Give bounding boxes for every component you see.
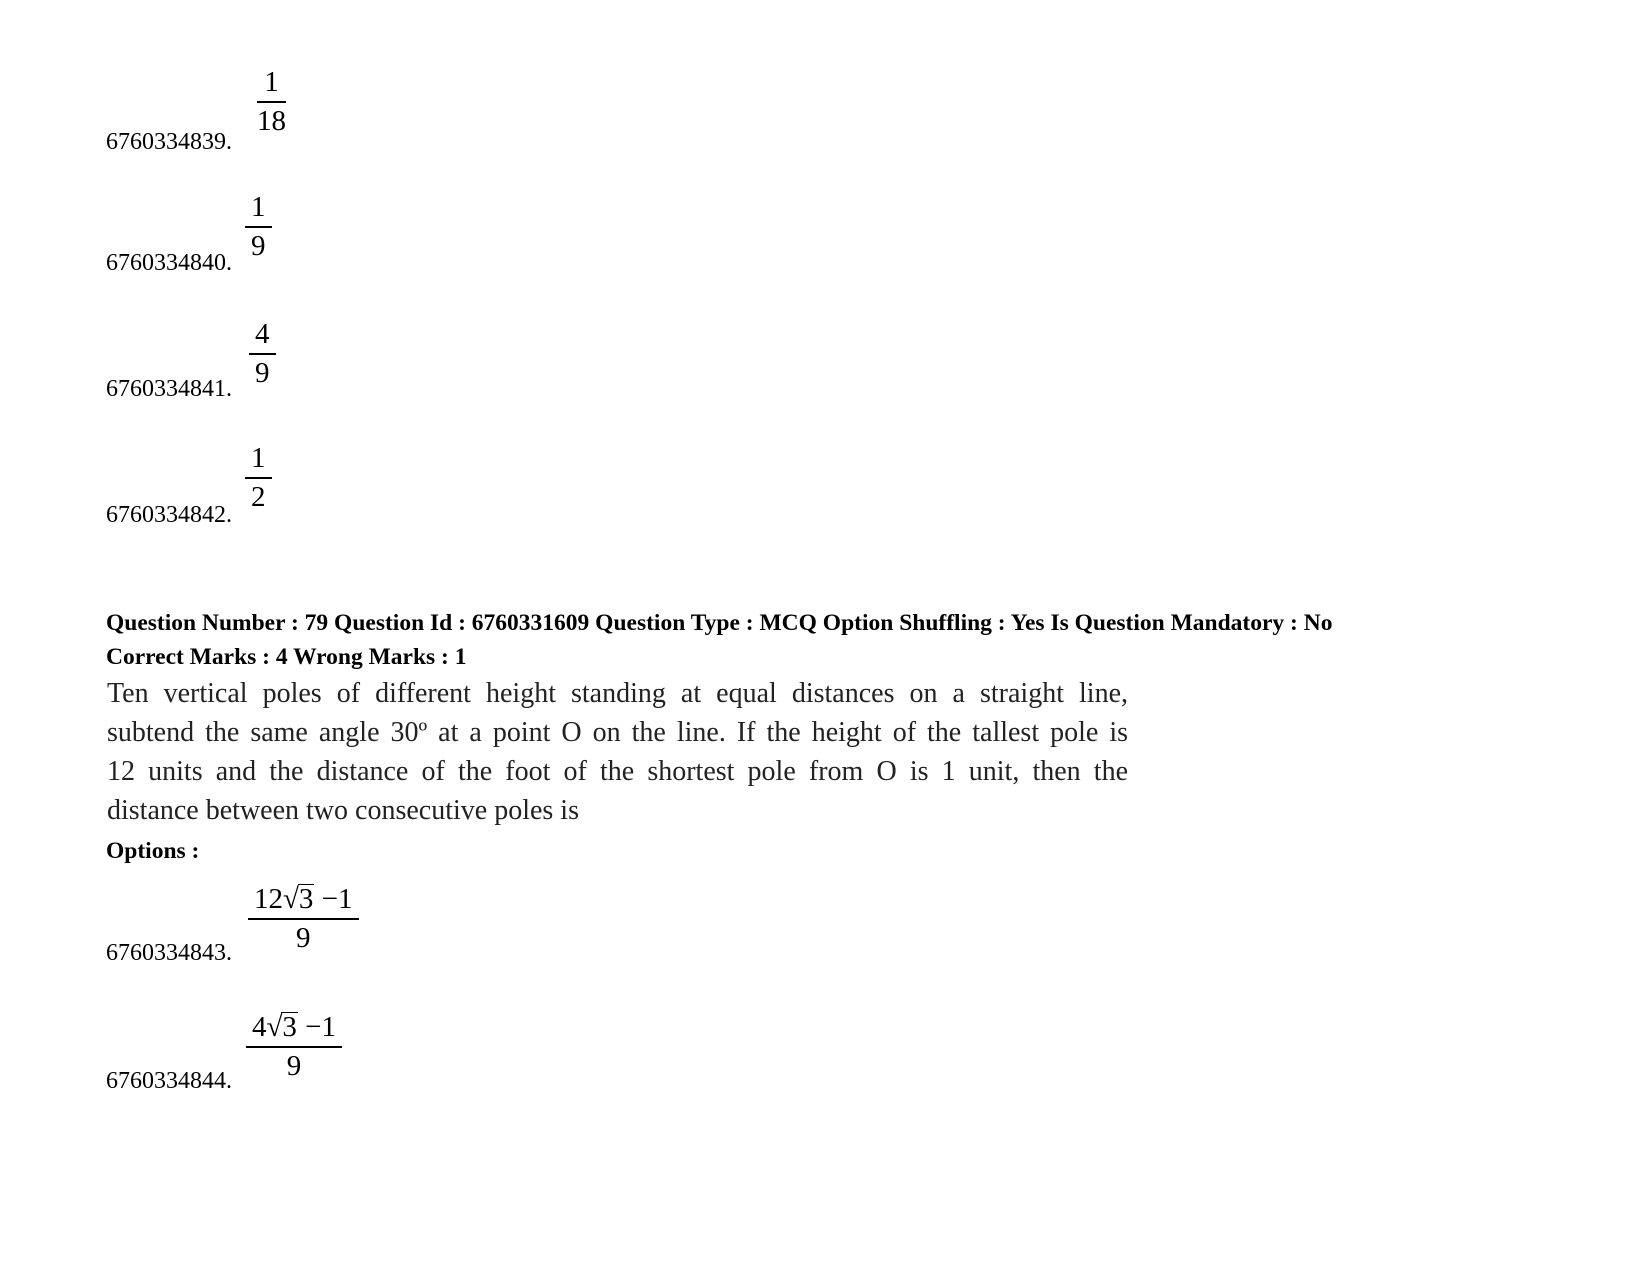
option-id: 6760334841.	[106, 376, 232, 402]
square-root	[283, 884, 314, 914]
question-text-line: 12 units and the distance of the foot of the shortest pole from O is 1 unit, then the	[107, 756, 1128, 787]
fraction-numerator: 1	[264, 66, 279, 98]
fraction-numerator: 1	[251, 191, 266, 223]
fraction-numerator	[248, 884, 359, 918]
fraction-numerator: 1	[251, 442, 266, 474]
option-id: 6760334843.	[106, 940, 232, 966]
option-fraction	[257, 68, 286, 136]
coefficient: 12	[254, 883, 283, 915]
option-fraction	[245, 444, 272, 512]
radical-sign-icon: √	[266, 1011, 283, 1043]
option-fraction	[245, 193, 272, 261]
fraction-numerator	[246, 1012, 342, 1046]
option-id: 6760334844.	[106, 1068, 232, 1094]
radicand: 3	[298, 883, 314, 915]
option-id: 6760334840.	[106, 250, 232, 276]
question-marks: Correct Marks : 4 Wrong Marks : 1	[106, 644, 467, 670]
fraction-denominator: 9	[251, 230, 266, 262]
option-fraction	[249, 320, 276, 388]
fraction-denominator: 9	[255, 357, 270, 389]
question-header: Question Number : 79 Question Id : 6760331609 Question Type : MCQ Option Shuffling : Yes Is Question Mandatory : No	[106, 610, 1333, 636]
radicand: 3	[282, 1011, 297, 1043]
numerator-tail: −1	[314, 883, 353, 915]
option-id: 6760334842.	[106, 502, 232, 528]
fraction-denominator: 2	[251, 481, 266, 513]
option-fraction	[246, 1012, 342, 1081]
fraction-denominator: 18	[257, 105, 286, 137]
question-text-line: subtend the same angle 30º at a point O on the line. If the height of the tallest pole is	[107, 717, 1128, 748]
question-text-line: Ten vertical poles of different height standing at equal distances on a straight line,	[107, 678, 1128, 709]
numerator-tail: −1	[297, 1011, 337, 1043]
option-fraction	[248, 884, 359, 953]
square-root	[267, 1012, 298, 1042]
question-text-line: distance between two consecutive poles is	[107, 795, 579, 826]
coefficient: 4	[252, 1011, 267, 1043]
fraction-denominator: 9	[296, 922, 311, 954]
fraction-denominator: 9	[286, 1050, 302, 1082]
options-label: Options :	[106, 838, 200, 864]
option-id: 6760334839.	[106, 129, 232, 155]
fraction-numerator: 4	[255, 318, 270, 350]
radical-sign-icon: √	[283, 883, 299, 915]
